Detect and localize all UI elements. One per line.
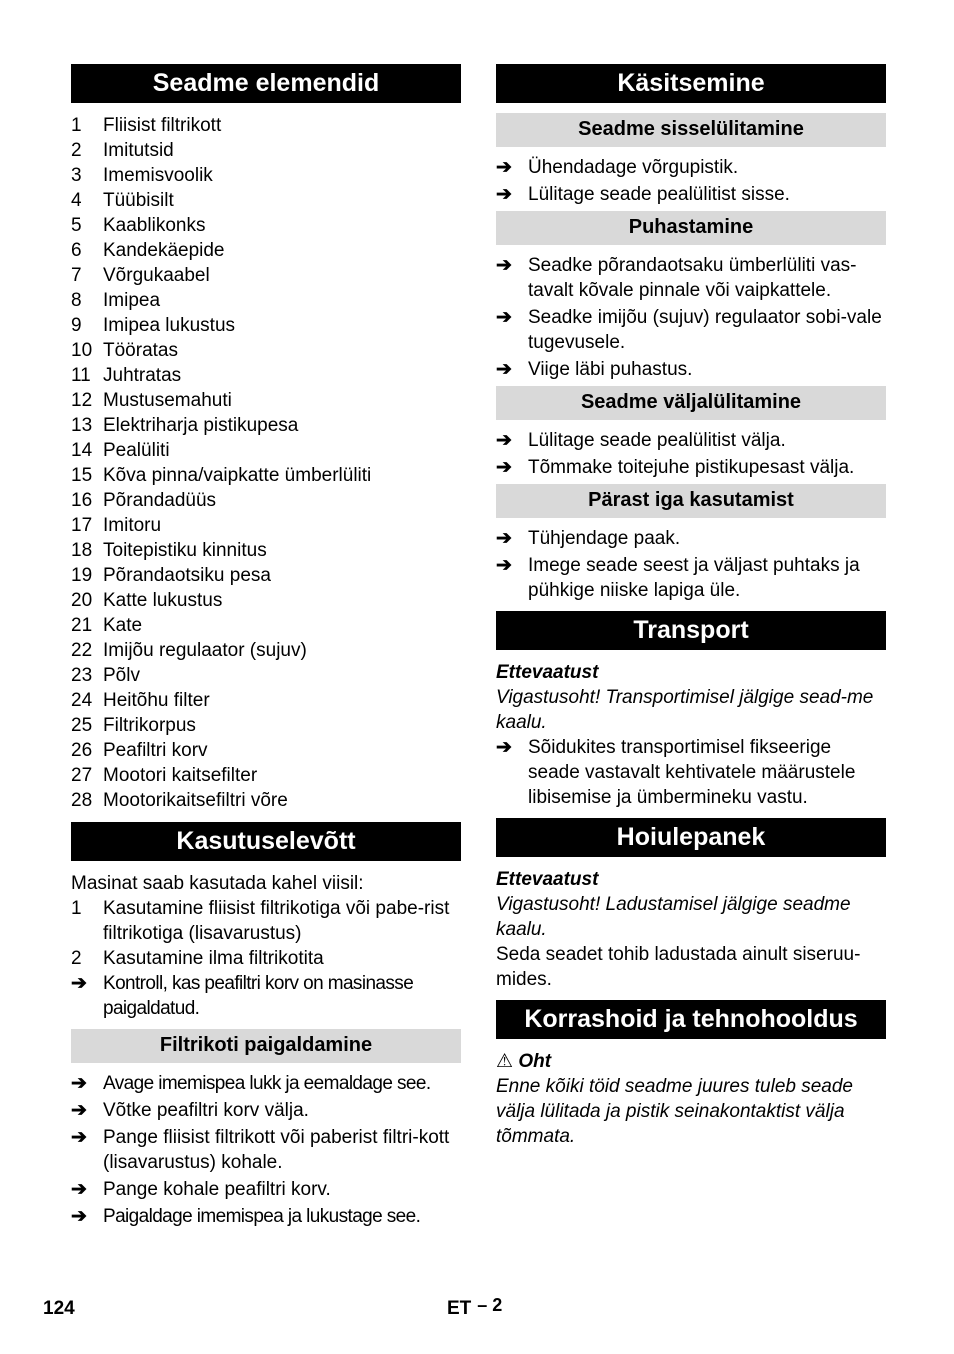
list-item (71, 763, 461, 788)
list-item (496, 735, 886, 810)
item-number: 1 (71, 115, 82, 136)
item-number: 28 (71, 790, 93, 811)
danger-word: Oht (518, 1051, 552, 1072)
item-text: Seadke põrandaotsaku ümberlüliti vas-tavalt kõvale pinnale või vaipkattele. (528, 255, 857, 301)
item-text: Tööratas (103, 340, 178, 361)
item-text: Imitutsid (103, 140, 174, 161)
item-text: Pange kohale peafiltri korv. (103, 1179, 331, 1200)
list-item (71, 338, 461, 363)
item-text: Filtrikorpus (103, 715, 196, 736)
list-item (71, 438, 461, 463)
item-text: Viige läbi puhastus. (528, 359, 693, 380)
item-text: Kaablikonks (103, 215, 206, 236)
arrow-right-icon: ➔ (496, 359, 512, 380)
list-item (71, 971, 461, 1021)
list-item (71, 413, 461, 438)
list-item (496, 553, 886, 603)
list-item (71, 1098, 461, 1123)
device-elements-list (71, 113, 461, 813)
list-item (71, 163, 461, 188)
item-number: 2 (71, 140, 82, 161)
item-text: Tüübisilt (103, 190, 174, 211)
item-text: Põlv (103, 665, 140, 686)
list-item (71, 1204, 461, 1229)
item-text: Paigaldage imemispea ja lukustage see. (103, 1206, 421, 1227)
list-item (71, 388, 461, 413)
arrow-right-icon: ➔ (496, 157, 512, 178)
item-number: 12 (71, 390, 93, 411)
sub-page-number: – 2 (477, 1295, 503, 1315)
item-number: 16 (71, 490, 93, 511)
list-item (496, 455, 886, 480)
item-text: Sõidukites transportimisel fikseerige seade vastavalt kehtivatele määrustele libisemise ja ümbermineku vastu. (528, 737, 856, 808)
arrow-right-icon: ➔ (71, 1073, 87, 1094)
list-item (71, 713, 461, 738)
section-heading-seadme-elemendid: Seadme elemendid (71, 64, 461, 103)
item-number: 15 (71, 465, 93, 486)
left-column (71, 64, 461, 1231)
list-item (496, 357, 886, 382)
intro-text: Masinat saab kasutada kahel viisil: (71, 873, 364, 894)
list-item (71, 263, 461, 288)
item-number: 13 (71, 415, 93, 436)
item-number: 9 (71, 315, 82, 336)
warning-text: Vigastusoht! Ladustamisel jälgige seadme kaalu. (496, 894, 851, 940)
list-item (71, 188, 461, 213)
item-text: Seadke imijõu (sujuv) regulaator sobi-vale tugevusele. (528, 307, 882, 353)
item-text: Põrandaotsiku pesa (103, 565, 271, 586)
arrow-right-icon: ➔ (496, 737, 512, 758)
list-item (71, 613, 461, 638)
item-number: 4 (71, 190, 82, 211)
section-heading-hoiulepanek: Hoiulepanek (496, 818, 886, 857)
list-item (71, 113, 461, 138)
item-text: Imemisvoolik (103, 165, 213, 186)
item-number: 14 (71, 440, 93, 461)
item-text: Kate (103, 615, 143, 636)
list-item (71, 363, 461, 388)
right-column (496, 64, 886, 1149)
item-text: Põrandadüüs (103, 490, 217, 511)
check-list (71, 971, 461, 1021)
item-number: 3 (71, 165, 82, 186)
list-item (71, 488, 461, 513)
list-item (71, 663, 461, 688)
list-item (71, 896, 461, 946)
item-number: 20 (71, 590, 93, 611)
item-number: 24 (71, 690, 93, 711)
subheading-parast: Pärast iga kasutamist (496, 484, 886, 518)
caution-label: Ettevaatust (496, 869, 599, 890)
item-text: Võtke peafiltri korv välja. (103, 1100, 309, 1121)
page-number: 124 (43, 1298, 75, 1319)
item-number: 22 (71, 640, 93, 661)
item-text: Imipea lukustus (103, 315, 236, 336)
list-item (71, 1125, 461, 1175)
switch-on-steps (496, 155, 886, 207)
list-item (71, 1071, 461, 1096)
storage-text: Seda seadet tohib ladustada ainult siseruu-mides. (496, 944, 861, 990)
arrow-right-icon: ➔ (71, 1206, 87, 1227)
list-item (71, 513, 461, 538)
item-text: Ühendadage võrgupistik. (528, 157, 739, 178)
warning-triangle-icon: ⚠ (496, 1051, 514, 1072)
arrow-right-icon: ➔ (496, 430, 512, 451)
list-item (71, 213, 461, 238)
section-heading-kasutuselevott: Kasutuselevõtt (71, 822, 461, 861)
list-item (71, 638, 461, 663)
item-number: 18 (71, 540, 93, 561)
arrow-right-icon: ➔ (71, 1127, 87, 1148)
item-number: 11 (71, 365, 91, 386)
item-number: 21 (71, 615, 93, 636)
item-text: Imipea (103, 290, 161, 311)
item-text: Tühjendage paak. (528, 528, 681, 549)
after-use-steps (496, 526, 886, 603)
list-item (496, 253, 886, 303)
danger-text: Enne kõiki töid seadme juures tuleb seade välja lülitada ja pistik seinakontaktist välja tõmmata. (496, 1076, 854, 1147)
list-item (71, 1177, 461, 1202)
item-text: Mootori kaitsefilter (103, 765, 258, 786)
list-item (71, 463, 461, 488)
item-text: Mustusemahuti (103, 390, 232, 411)
item-number: 19 (71, 565, 93, 586)
list-item (496, 155, 886, 180)
subheading-filtrikoti: Filtrikoti paigaldamine (71, 1029, 461, 1063)
item-number: 26 (71, 740, 93, 761)
item-text: Fliisist filtrikott (103, 115, 222, 136)
subheading-sisselulitamine: Seadme sisselülitamine (496, 113, 886, 147)
list-item (71, 313, 461, 338)
arrow-right-icon: ➔ (496, 255, 512, 276)
list-item (496, 305, 886, 355)
item-text: Pealüliti (103, 440, 170, 461)
item-number: 5 (71, 215, 82, 236)
item-text: Kasutamine ilma filtrikotita (103, 948, 324, 969)
arrow-right-icon: ➔ (71, 1100, 87, 1121)
item-text: Kontroll, kas peafiltri korv on masinasse paigaldatud. (103, 973, 414, 1019)
item-number: 1 (71, 898, 82, 919)
list-item (496, 182, 886, 207)
item-number: 23 (71, 665, 93, 686)
danger-label (496, 1049, 886, 1074)
item-number: 25 (71, 715, 93, 736)
caution-label: Ettevaatust (496, 662, 599, 683)
section-heading-korrashoid: Korrashoid ja tehnohooldus (496, 1000, 886, 1039)
section-heading-transport: Transport (496, 611, 886, 650)
list-item (71, 288, 461, 313)
item-text: Imege seade seest ja väljast puhtaks ja pühkige niiske lapiga üle. (528, 555, 860, 601)
item-text: Katte lukustus (103, 590, 223, 611)
arrow-right-icon: ➔ (496, 528, 512, 549)
item-text: Lülitage seade pealülitist välja. (528, 430, 786, 451)
list-item (71, 738, 461, 763)
item-number: 27 (71, 765, 93, 786)
list-item (71, 563, 461, 588)
arrow-right-icon: ➔ (496, 457, 512, 478)
subheading-puhastamine: Puhastamine (496, 211, 886, 245)
list-item (496, 428, 886, 453)
warning-text: Vigastusoht! Transportimisel jälgige sead-me kaalu. (496, 687, 874, 733)
usage-list (71, 896, 461, 971)
item-text: Mootorikaitsefiltri võre (103, 790, 288, 811)
arrow-right-icon: ➔ (496, 184, 512, 205)
arrow-right-icon: ➔ (496, 307, 512, 328)
item-text: Pange fliisist filtrikott või paberist filtri-kott (lisavarustus) kohale. (103, 1127, 450, 1173)
list-item (71, 238, 461, 263)
item-text: Imitoru (103, 515, 162, 536)
item-number: 8 (71, 290, 82, 311)
item-text: Tõmmake toitejuhe pistikupesast välja. (528, 457, 855, 478)
list-item (71, 946, 461, 971)
arrow-right-icon: ➔ (496, 555, 512, 576)
subheading-valjalulitamine: Seadme väljalülitamine (496, 386, 886, 420)
list-item (71, 538, 461, 563)
item-text: Avage imemispea lukk ja eemaldage see. (103, 1073, 431, 1094)
switch-off-steps (496, 428, 886, 480)
list-item (71, 688, 461, 713)
filter-bag-steps (71, 1071, 461, 1229)
item-text: Kasutamine fliisist filtrikotiga või pabe-rist filtrikotiga (lisavarustus) (103, 898, 450, 944)
list-item (496, 526, 886, 551)
item-text: Imijõu regulaator (sujuv) (103, 640, 307, 661)
item-text: Kõva pinna/vaipkatte ümberlüliti (103, 465, 372, 486)
cleaning-steps (496, 253, 886, 382)
item-text: Peafiltri korv (103, 740, 208, 761)
arrow-right-icon: ➔ (71, 1179, 87, 1200)
item-number: 7 (71, 265, 82, 286)
language-code: ET (447, 1298, 472, 1319)
item-text: Toitepistiku kinnitus (103, 540, 267, 561)
item-text: Võrgukaabel (103, 265, 210, 286)
item-text: Kandekäepide (103, 240, 225, 261)
transport-steps (496, 735, 886, 810)
footer-language (447, 1295, 503, 1320)
section-heading-kasitsemine: Käsitsemine (496, 64, 886, 103)
item-number: 10 (71, 340, 93, 361)
item-text: Juhtratas (103, 365, 182, 386)
list-item (71, 788, 461, 813)
item-number: 6 (71, 240, 82, 261)
item-text: Lülitage seade pealülitist sisse. (528, 184, 790, 205)
item-number: 17 (71, 515, 93, 536)
list-item (71, 588, 461, 613)
list-item (71, 138, 461, 163)
item-text: Heitõhu filter (103, 690, 210, 711)
item-text: Elektriharja pistikupesa (103, 415, 299, 436)
arrow-right-icon: ➔ (71, 973, 87, 994)
item-number: 2 (71, 948, 82, 969)
